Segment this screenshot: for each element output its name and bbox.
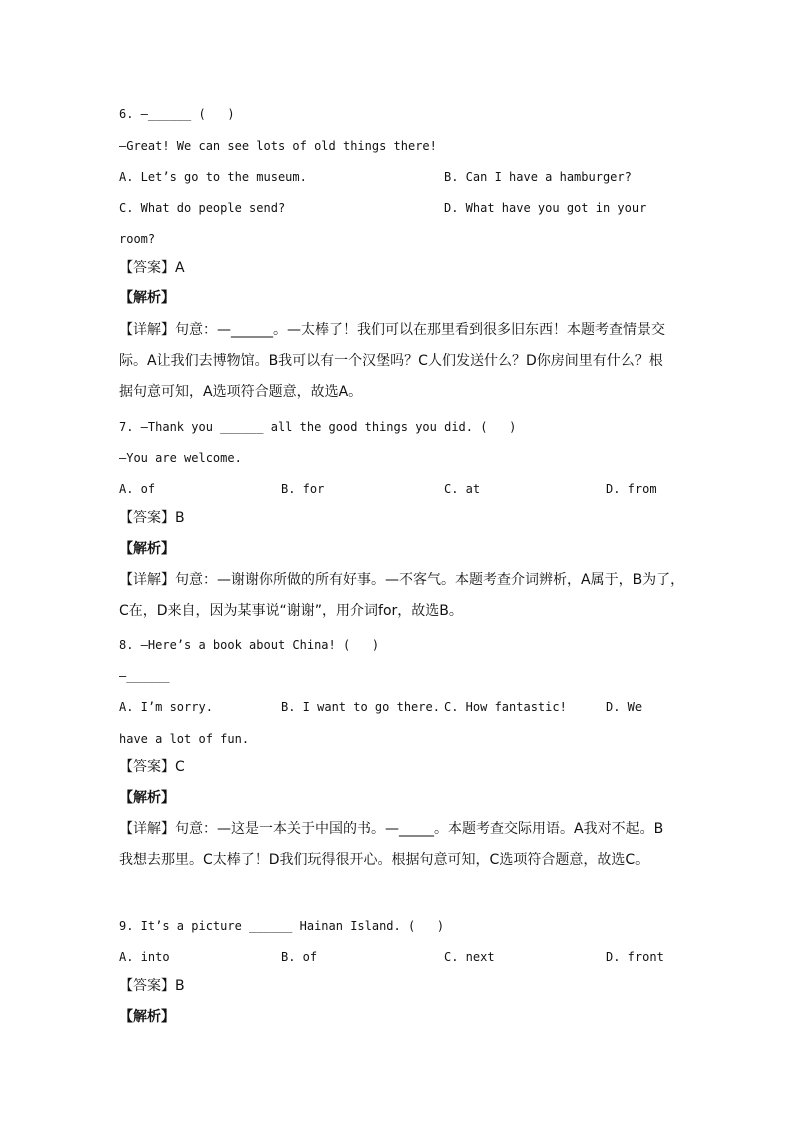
q6-detail-line-3: 据句意可知，A选项符合题意，故选A。 bbox=[119, 384, 363, 400]
q6-detail-line-1: 【详解】句意：—______。—太棒了！我们可以在那里看到很多旧东西！本题考查情景交 bbox=[119, 322, 665, 338]
q6-analysis-label: 【解析】 bbox=[119, 290, 175, 306]
q7-option-b: B. for bbox=[281, 482, 325, 496]
q8-reply: —______ bbox=[119, 669, 170, 683]
q8-detail-line-1: 【详解】句意：—这是一本关于中国的书。—_____。本题考查交际用语。A我对不起。B bbox=[119, 821, 664, 837]
q6-option-b: B. Can I have a hamburger? bbox=[444, 170, 632, 184]
q6-option-a: A. Let’s go to the museum. bbox=[119, 170, 307, 184]
q9-option-c: C. next bbox=[444, 950, 495, 964]
q6-detail-line-2: 际。A让我们去博物馆。B我可以有一个汉堡吗？C人们发送什么？D你房间里有什么？根 bbox=[119, 353, 663, 369]
q7-detail-line-2: C在，D来自，因为某事说“谢谢”，用介词for，故选B。 bbox=[119, 603, 463, 619]
q9-stem: 9. It’s a picture ______ Hainan Island. ( ) bbox=[119, 919, 445, 933]
q8-option-b: B. I want to go there. bbox=[281, 700, 440, 714]
q8-answer: 【答案】C bbox=[119, 759, 185, 775]
q7-stem: 7. —Thank you ______ all the good things you did. ( ) bbox=[119, 420, 517, 434]
q8-option-a: A. I’m sorry. bbox=[119, 700, 213, 714]
q6-option-c: C. What do people send? bbox=[119, 201, 286, 215]
q7-detail-line-1: 【详解】句意：—谢谢你所做的所有好事。—不客气。本题考查介词辨析，A属于，B为了， bbox=[119, 572, 685, 588]
q8-option-d: D. We bbox=[606, 700, 643, 714]
q7-option-c: C. at bbox=[444, 482, 481, 496]
q6-answer: 【答案】A bbox=[119, 260, 185, 276]
q8-option-d-cont: have a lot of fun. bbox=[119, 732, 250, 746]
q8-detail-line-2: 我想去那里。C太棒了！D我们玩得很开心。根据句意可知，C选项符合题意，故选C。 bbox=[119, 852, 650, 868]
q9-option-d: D. front bbox=[606, 950, 664, 964]
q7-analysis-label: 【解析】 bbox=[119, 541, 175, 557]
q7-option-d: D. from bbox=[606, 482, 657, 496]
q6-stem: 6. —______ ( ) bbox=[119, 107, 235, 121]
q6-option-d-cont: room? bbox=[119, 232, 156, 246]
q6-option-d: D. What have you got in your bbox=[444, 201, 647, 215]
q9-option-b: B. of bbox=[281, 950, 318, 964]
q9-answer: 【答案】B bbox=[119, 978, 185, 994]
q7-answer: 【答案】B bbox=[119, 510, 185, 526]
q9-option-a: A. into bbox=[119, 950, 170, 964]
q7-reply: —You are welcome. bbox=[119, 451, 242, 465]
q6-reply: —Great! We can see lots of old things there! bbox=[119, 139, 437, 153]
q9-analysis-label: 【解析】 bbox=[119, 1009, 175, 1025]
q8-analysis-label: 【解析】 bbox=[119, 790, 175, 806]
q8-option-c: C. How fantastic! bbox=[444, 700, 567, 714]
q7-option-a: A. of bbox=[119, 482, 156, 496]
q8-stem: 8. —Here’s a book about China! ( ) bbox=[119, 638, 380, 652]
